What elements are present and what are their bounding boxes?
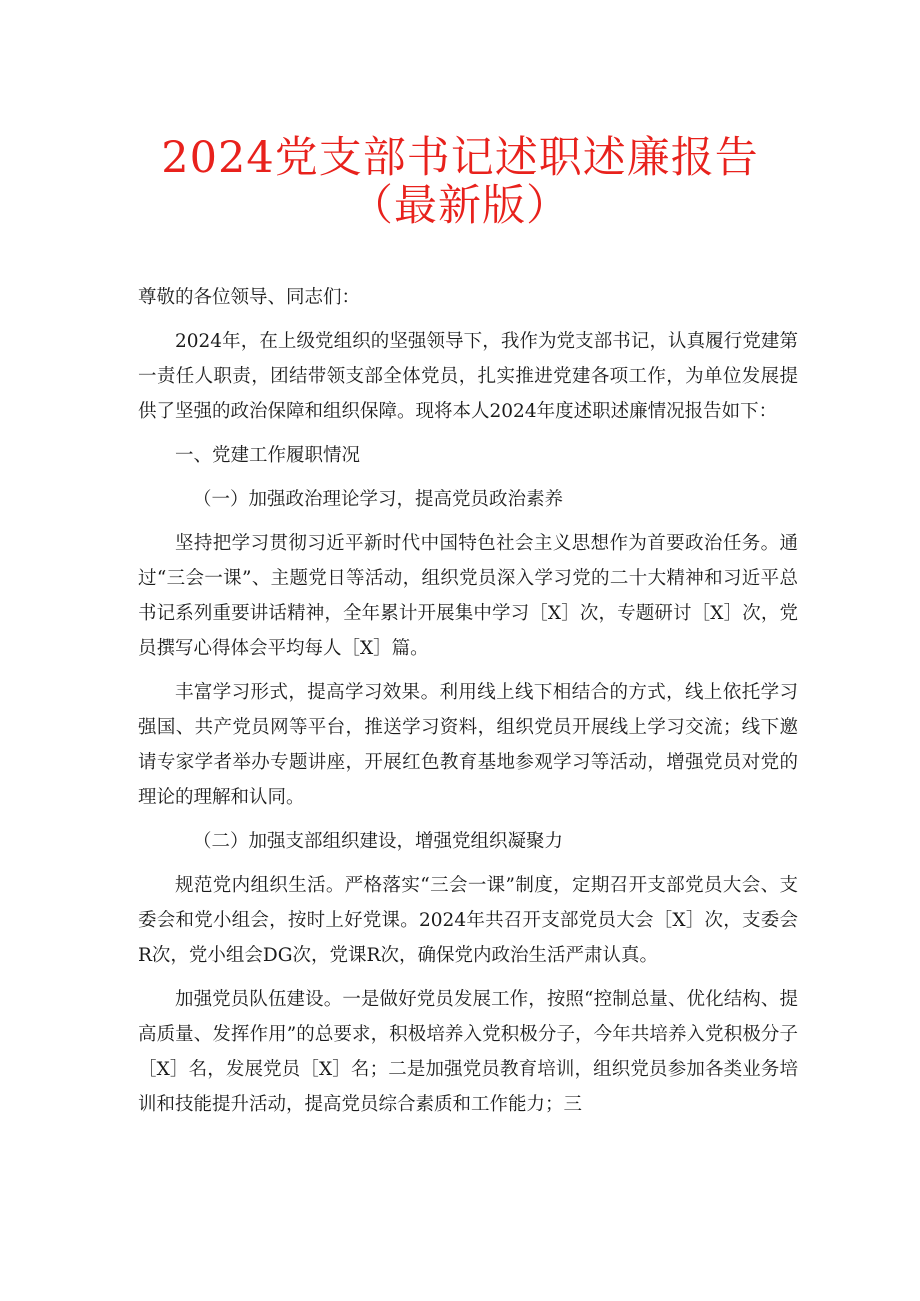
paragraph-intro: 2024年，在上级党组织的坚强领导下，我作为党支部书记，认真履行党建第一责任人职责，团结带领支部全体党员，扎实推进党建各项工作，为单位发展提供了坚强的政治保障和组织保障。现将本人2024年度述职述廉情况报告如下： [138, 331, 798, 422]
paragraph: 加强党员队伍建设。一是做好党员发展工作，按照“控制总量、优化结构、提高质量、发挥作用”的总要求，积极培养入党积极分子，今年共培养入党积极分子［X］名，发展党员［X］名；二是加强党员教育培训，组织党员参加各类业务培训和技能提升活动，提高党员综合素质和工作能力；三 [138, 989, 798, 1115]
salutation: 尊敬的各位领导、同志们： [138, 287, 361, 308]
subsection-heading-2: （二）加强支部组织建设，增强党组织凝聚力 [193, 831, 564, 852]
document-body [138, 280, 798, 1131]
paragraph: 规范党内组织生活。严格落实“三会一课”制度，定期召开支部党员大会、支委会和党小组会，按时上好党课。2024年共召开支部党员大会［X］次，支委会R次，党小组会DG次，党课R次，确保党内政治生活严肃认真。 [138, 875, 798, 966]
subsection-heading-1: （一）加强政治理论学习，提高党员政治素养 [193, 489, 564, 510]
paragraph: 坚持把学习贯彻习近平新时代中国特色社会主义思想作为首要政治任务。通过“三会一课”、主题党日等活动，组织党员深入学习党的二十大精神和习近平总书记系列重要讲话精神，全年累计开展集中学习［X］次，专题研讨［X］次，党员撰写心得体会平均每人［X］篇。 [138, 533, 798, 659]
document-subtitle: （最新版） [350, 181, 570, 231]
document-title: 2024党支部书记述职述廉报告 [161, 133, 759, 183]
section-heading-1: 一、党建工作履职情况 [175, 445, 361, 466]
paragraph: 丰富学习形式，提高学习效果。利用线上线下相结合的方式，线上依托学习强国、共产党员网等平台，推送学习资料，组织党员开展线上学习交流；线下邀请专家学者举办专题讲座，开展红色教育基地参观学习等活动，增强党员对党的理论的理解和认同。 [138, 682, 798, 808]
